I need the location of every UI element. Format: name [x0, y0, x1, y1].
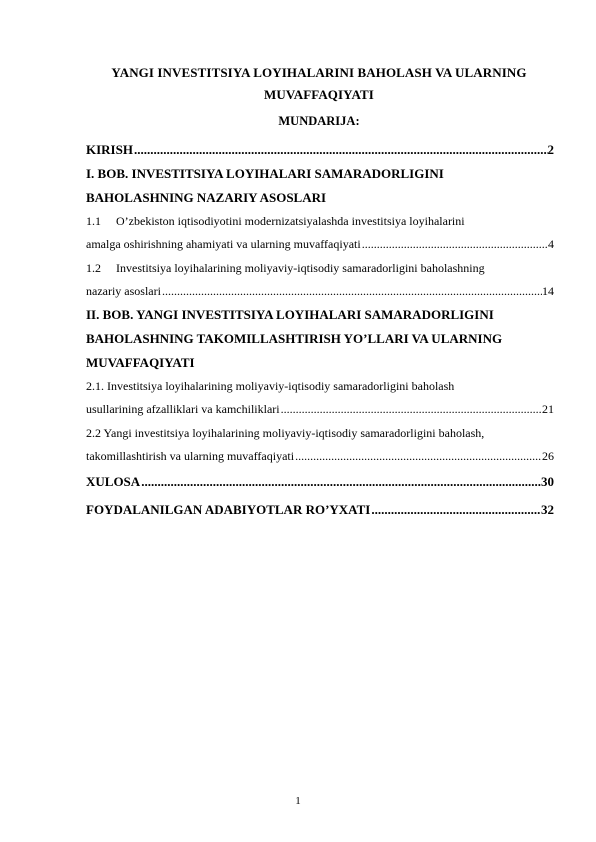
- toc-entry-references[interactable]: [86, 498, 554, 522]
- toc-section-1-2[interactable]: [86, 257, 554, 304]
- dot-leader: [281, 398, 542, 421]
- toc-page-number: 14: [542, 283, 554, 298]
- toc-chapter-1[interactable]: [86, 162, 554, 210]
- toc-entry-text: XULOSA: [86, 474, 141, 490]
- toc-section-2-2-line2: takomillashtirish va ularning muvaffaqiyati: [86, 449, 295, 464]
- toc-chapter-2-line1: II. BOB. YANGI INVESTITSIYA LOYIHALARI SAMARADORLIGINI: [86, 307, 494, 323]
- toc-chapter-2[interactable]: [86, 303, 554, 375]
- toc-chapter-1-line1: I. BOB. INVESTITSIYA LOYIHALARI SAMARADORLIGINI: [86, 166, 444, 181]
- dot-leader: [362, 233, 548, 256]
- dot-leader: [371, 498, 541, 522]
- toc-section-1-1[interactable]: [86, 210, 554, 257]
- toc-page-number: 4: [548, 237, 554, 252]
- toc-section-1-1-line2: amalga oshirishning ahamiyati va ularning muvaffaqiyati: [86, 237, 361, 252]
- toc-chapter-2-line2: BAHOLASHNING TAKOMILLASHTIRISH YO’LLARI VA ULARNING: [86, 331, 503, 347]
- toc-entry-text: KIRISH: [86, 142, 133, 157]
- toc-section-2-2[interactable]: [86, 422, 554, 469]
- toc-page-number: 26: [542, 449, 554, 464]
- section-number: 1.1: [86, 214, 101, 228]
- toc-entry-kirish[interactable]: [86, 138, 554, 162]
- document-title: YANGI INVESTITSIYA LOYIHALARINI BAHOLASH VA ULARNING MUVAFFAQIYATI: [111, 65, 527, 102]
- toc-section-1-1-line1: O’zbekiston iqtisodiyotini modernizatsiyalashda investitsiya loyihalarini: [116, 214, 465, 228]
- page-number: 1: [295, 795, 301, 807]
- toc-chapter-2-line3: MUVAFFAQIYATI: [86, 355, 195, 371]
- toc-section-2-1-line2: usullarining afzalliklari va kamchiliklari: [86, 402, 280, 417]
- dot-leader: [295, 445, 542, 468]
- dot-leader: [141, 470, 541, 494]
- toc-section-2-1[interactable]: [86, 375, 554, 422]
- section-number: 1.2: [86, 260, 101, 275]
- toc-chapter-1-line2: BAHOLASHNING NAZARIY ASOSLARI: [86, 190, 327, 205]
- toc-section-2-2-line1: 2.2 Yangi investitsiya loyihalarining moliyaviy-iqtisodiy samaradorligini baholash,: [86, 425, 485, 440]
- toc-section-1-2-line2: nazariy asoslari: [86, 283, 161, 298]
- dot-leader: [134, 138, 548, 162]
- toc-page-number: 21: [542, 402, 554, 417]
- toc-entry-xulosa[interactable]: [86, 470, 554, 494]
- toc-section-2-1-line1: 2.1. Investitsiya loyihalarining moliyaviy-iqtisodiy samaradorligini baholash: [86, 379, 455, 394]
- table-of-contents: [86, 138, 554, 522]
- toc-entry-text: FOYDALANILGAN ADABIYOTLAR RO’YXATI: [86, 502, 371, 518]
- toc-page-number: 30: [541, 474, 554, 490]
- toc-page-number: 2: [547, 142, 554, 157]
- toc-section-1-2-line1: Investitsiya loyihalarining moliyaviy-iqtisodiy samaradorligini baholashning: [116, 260, 485, 275]
- toc-page-number: 32: [541, 502, 554, 518]
- contents-heading: MUNDARIJA:: [278, 114, 360, 128]
- dot-leader: [162, 280, 542, 303]
